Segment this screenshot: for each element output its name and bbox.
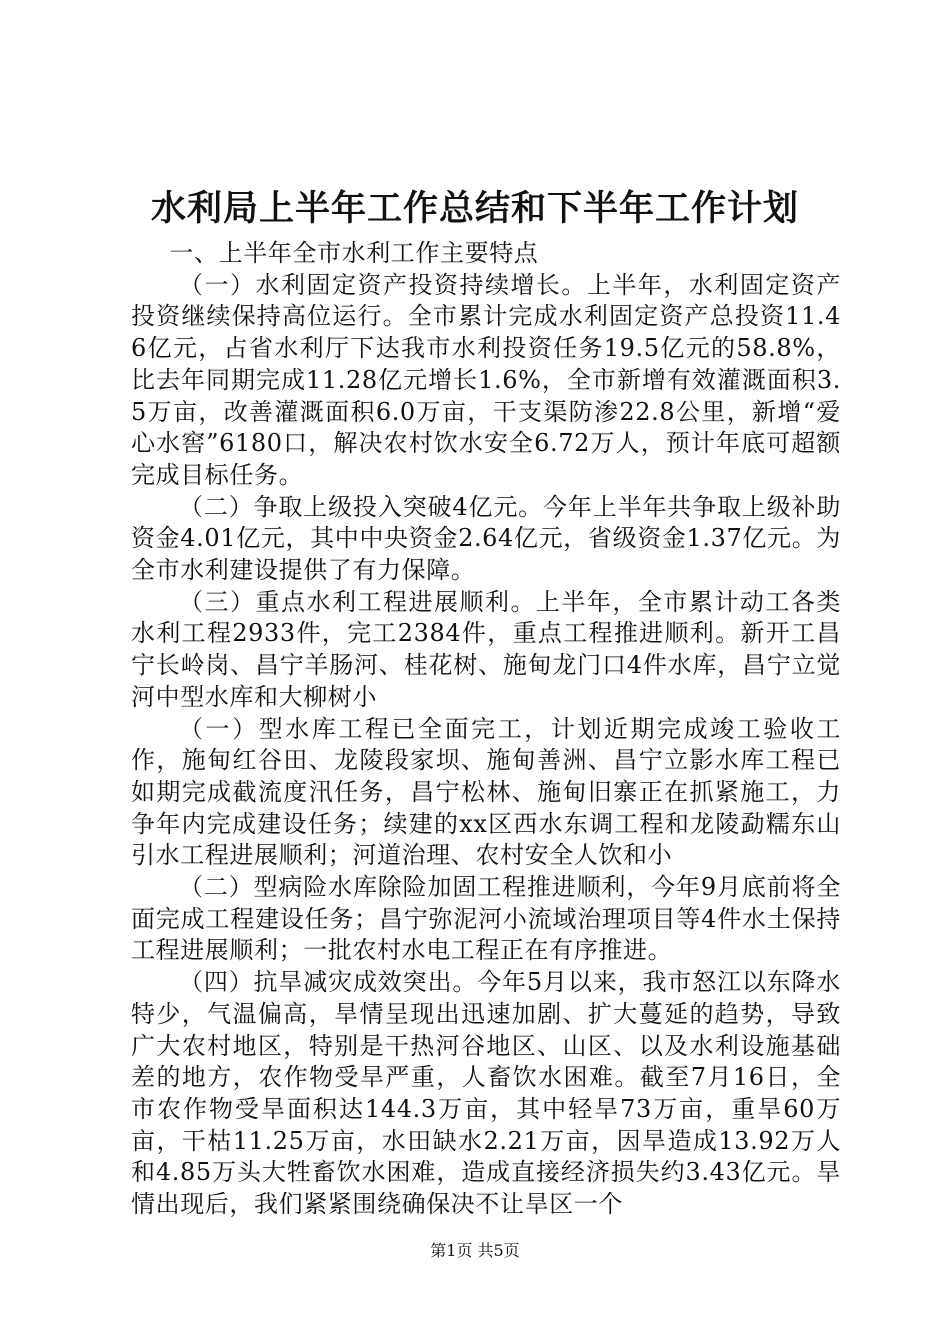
page-number-footer: 第1页 共5页: [430, 1241, 520, 1260]
paragraph: （二）型病险水库除险加固工程推进顺利，今年9月底前将全面完成工程建设任务；昌宁弥泥河小流域治理项目等4件水土保持工程进展顺利；一批农村水电工程正在有序推进。: [131, 873, 841, 965]
paragraph: （二）争取上级投入突破4亿元。今年上半年共争取上级补助资金4.01亿元，其中中央资金2.64亿元，省级资金1.37亿元。为全市水利建设提供了有力保障。: [131, 492, 841, 585]
document-title: 水利局上半年工作总结和下半年工作计划: [150, 189, 799, 229]
section-heading: 一、上半年全市水利工作主要特点: [169, 239, 539, 267]
document-body: [131, 238, 841, 1221]
paragraph: （三）重点水利工程进展顺利。上半年，全市累计动工各类水利工程2933件，完工2384件，重点工程推进顺利。新开工昌宁长岭岗、昌宁羊肠河、桂花树、施甸龙门口4件水库，昌宁立觉河中型水库和大柳树小: [131, 587, 841, 711]
paragraph: （一）水利固定资产投资持续增长。上半年，水利固定资产投资继续保持高位运行。全市累计完成水利固定资产总投资11.46亿元，占省水利厅下达我市水利投资任务19.5亿元的58.8%，比去年同期完成11.28亿元增长1.6%，全市新增有效灌溉面积3.5万亩，改善灌溉面积6.0万亩，干支渠防渗22.8公里，新增“爱心水窖”6180口，解决农村饮水安全6.72万人，预计年底可超额完成目标任务。: [131, 270, 841, 489]
paragraph: （一）型水库工程已全面完工，计划近期完成竣工验收工作，施甸红谷田、龙陵段家坝、施甸善洲、昌宁立影水库工程已如期完成截流度汛任务，昌宁松林、施甸旧寨正在抓紧施工，力争年内完成建设任务；续建的xx区西水东调工程和龙陵勐糯东山引水工程进展顺利；河道治理、农村安全人饮和小: [131, 714, 841, 870]
paragraph: （四）抗旱减灾成效突出。今年5月以来，我市怒江以东降水特少，气温偏高，旱情呈现出迅速加剧、扩大蔓延的趋势，导致广大农村地区，特别是干热河谷地区、山区、以及水利设施基础差的地方，农作物受旱严重，人畜饮水困难。截至7月16日，全市农作物受旱面积达144.3万亩，其中轻旱73万亩，重旱60万亩，干枯11.25万亩，水田缺水2.21万亩，因旱造成13.92万人和4.85万头大牲畜饮水困难，造成直接经济损失约3.43亿元。旱情出现后，我们紧紧围绕确保决不让旱区一个: [131, 968, 841, 1219]
